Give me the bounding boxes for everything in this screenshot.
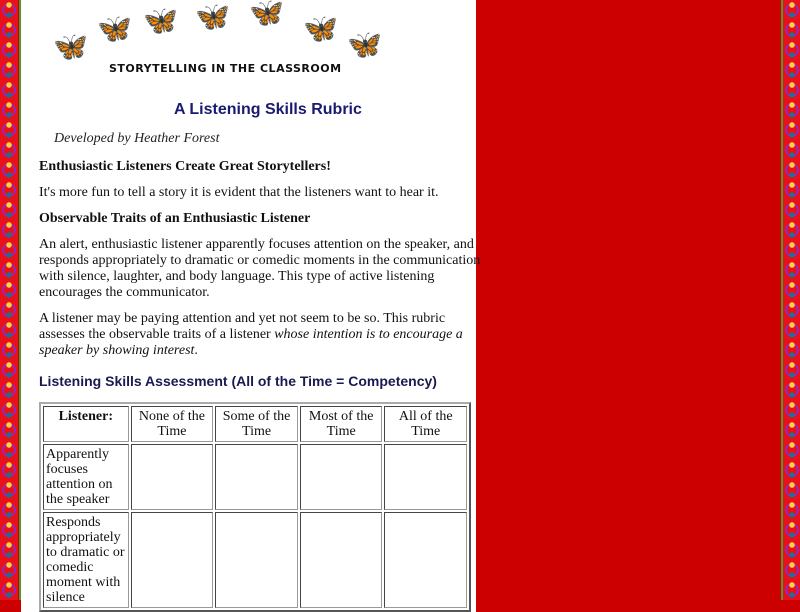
section1-text: It's more fun to tell a story it is evident that the listeners want to hear it. xyxy=(39,185,439,200)
rating-cell xyxy=(131,512,214,608)
header-none: None of the Time xyxy=(131,406,214,442)
butterfly-icon: 🦋 xyxy=(195,2,230,33)
text-end: . xyxy=(194,343,198,358)
decorative-border-right xyxy=(783,0,800,600)
rating-cell xyxy=(384,444,467,510)
rating-cell xyxy=(300,512,383,608)
author-line: Developed by Heather Forest xyxy=(54,131,220,146)
row-label: Apparently focuses attention on the speaker xyxy=(43,444,129,510)
header-all: All of the Time xyxy=(384,406,467,442)
rating-cell xyxy=(215,444,298,510)
text-plain: A listener may be paying attention and yet not seem to be so. This rubric assesses the observable traits of a listener xyxy=(39,311,446,342)
section2-heading: Observable Traits of an Enthusiastic Listener xyxy=(39,211,311,226)
header-most: Most of the Time xyxy=(300,406,383,442)
table-row xyxy=(43,512,467,608)
assessment-heading: Listening Skills Assessment (All of the Time = Competency) xyxy=(39,373,437,389)
text-italic: whose intention is to encourage a speaker by showing interest xyxy=(39,327,463,358)
butterfly-icon: 🦋 xyxy=(143,6,178,37)
section2-text2 xyxy=(39,311,479,359)
section2-text: An alert, enthusiastic listener apparently focuses attention on the speaker, and responds appropriately to dramatic or comedic moments in the communication with silence, laughter, and body language. This type of active listening encourages the communicator. xyxy=(39,237,481,300)
section1-heading: Enthusiastic Listeners Create Great Storytellers! xyxy=(39,159,331,174)
butterfly-icon: 🦋 xyxy=(97,14,132,45)
butterfly-icon: 🦋 xyxy=(347,30,382,61)
header-some: Some of the Time xyxy=(215,406,298,442)
table-header-row xyxy=(43,406,467,442)
table-row xyxy=(43,444,467,510)
butterfly-icon: 🦋 xyxy=(53,32,88,63)
banner xyxy=(21,0,476,82)
header-listener: Listener: xyxy=(43,406,129,442)
rating-cell xyxy=(131,444,214,510)
rating-cell xyxy=(215,512,298,608)
rating-cell xyxy=(384,512,467,608)
row-label: Responds appropriately to dramatic or comedic moment with silence xyxy=(43,512,129,608)
page-title: A Listening Skills Rubric xyxy=(174,101,362,118)
rating-cell xyxy=(300,444,383,510)
rubric-table xyxy=(39,402,471,612)
banner-title: STORYTELLING IN THE CLASSROOM xyxy=(109,62,342,75)
content-panel xyxy=(21,0,481,612)
butterfly-icon: 🦋 xyxy=(249,0,284,29)
decorative-border-left xyxy=(0,0,18,600)
butterfly-icon: 🦋 xyxy=(303,14,338,45)
